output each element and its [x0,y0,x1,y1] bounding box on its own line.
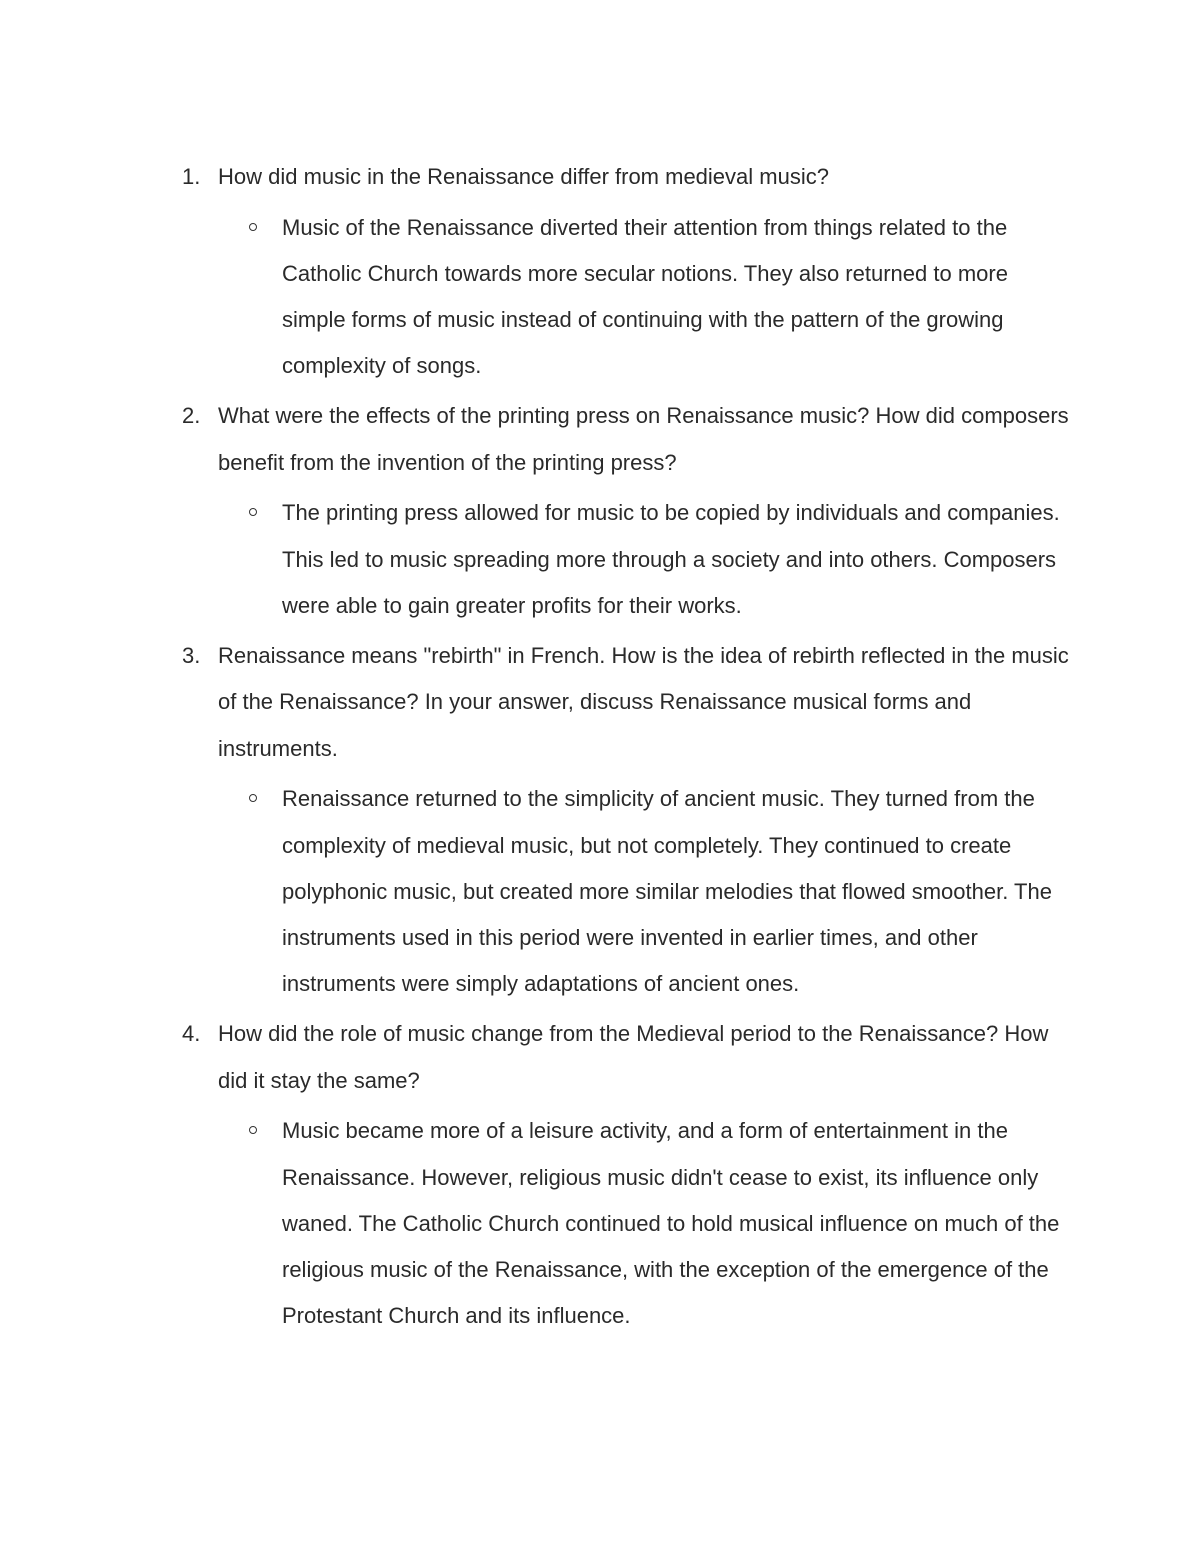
answer-item [0,776,1200,1007]
question-number: 3. [182,642,201,668]
answer-item [0,490,1200,629]
question-text: Renaissance means "rebirth" in French. How is the idea of rebirth reflected in the music of the Renaissance? In your answer, discuss Renaissance musical forms and instruments. [218,642,1069,761]
answer-item [0,205,1200,390]
question-item-4 [0,1011,1200,1339]
question-item-3 [0,633,1200,1008]
question-text: How did the role of music change from the Medieval period to the Renaissance? How did it stay the same? [218,1021,1049,1093]
answer-text: Renaissance returned to the simplicity of ancient music. They turned from the complexity of medieval music, but not completely. They continued to create polyphonic music, but created more similar melodies that flowed smoother. The instruments used in this period were invented in earlier times, and other instruments were simply adaptations of ancient ones. [282,786,1052,997]
hollow-bullet-icon [249,794,257,802]
answer-text: The printing press allowed for music to be copied by individuals and companies. This led to music spreading more through a society and into others. Composers were able to gain greater profits for their works. [282,500,1060,618]
answer-text: Music became more of a leisure activity, and a form of entertainment in the Renaissance. However, religious music didn't cease to exist, its influence only waned. The Catholic Church continued to hold musical influence on much of the religious music of the Renaissance, with the exception of the emergence of the Protestant Church and its influence. [282,1118,1060,1329]
question-item-1 [0,154,1200,389]
question-item-2 [0,393,1200,629]
question-number: 2. [182,403,201,429]
answer-item [0,1108,1200,1339]
hollow-bullet-icon [249,223,257,231]
question-list [0,154,1200,1343]
question-number: 1. [182,164,201,189]
question-number: 4. [182,1021,201,1047]
hollow-bullet-icon [249,1126,257,1134]
question-text: How did music in the Renaissance differ from medieval music? [218,164,829,189]
answer-text: Music of the Renaissance diverted their attention from things related to the Catholic Church towards more secular notions. They also returned to more simple forms of music instead of continuing with the pattern of the growing complexity of songs. [282,214,1008,379]
hollow-bullet-icon [249,508,257,516]
question-text: What were the effects of the printing press on Renaissance music? How did composers benefit from the invention of the printing press? [218,403,1069,475]
